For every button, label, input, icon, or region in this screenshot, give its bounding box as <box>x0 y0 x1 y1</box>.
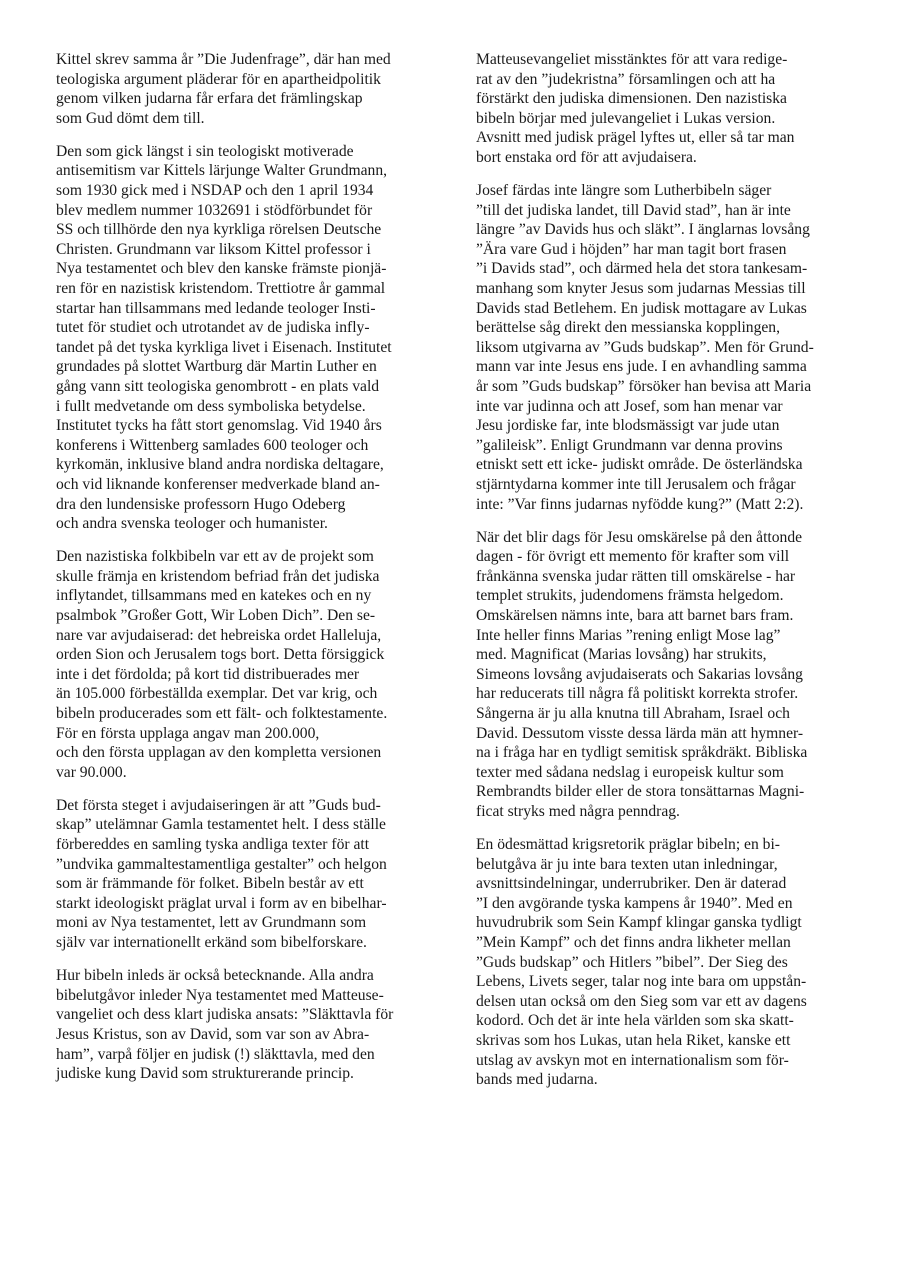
paragraph: När det blir dags för Jesu omskärelse på den åttonde dagen - för övrigt ett memento för krafter som vill frånkänna svenska judar rätten till omskärelse - har templet strukits, judendomens främsta helgedom. Omskärelsen nämns inte, bara att barnet bars fram. Inte heller finns Marias ”rening enligt Mose lag” med. Magnificat (Marias lovsång) har strukits, Simeons lovsång avjudaiserats och Sakarias lovsång har reducerats till några få politiskt korrekta strofer. Sångerna är ju alla knutna till Abraham, Israel och David. Dessutom visste dessa lärda män att hymner- na i fråga har en tydligt semitisk språkdräkt. Bibliska texter med sådana nedslag i europeisk kultur som Rembrandts bilder eller de stora tonsättarnas Magni- ficat stryks med några penndrag. <box>476 528 808 820</box>
paragraph: Josef färdas inte längre som Lutherbibeln säger ”till det judiska landet, till David stad”, han är inte längre ”av Davids hus och släkt”. I änglarnas lovsång ”Ära vare Gud i höjden” har man tagit bort frasen ”i Davids stad”, och därmed hela det stora tankesam- manhang som knyter Jesus som judarnas Messias till Davids stad Betlehem. En judisk mottagare av Lukas berättelse såg direkt den messianska kopplingen, liksom utgivarna av ”Guds budskap”. Men för Grund- mann var inte Jesus ens jude. I en avhandling samma år som ”Guds budskap” försöker han bevisa att Maria inte var judinna och att Josef, som han menar var Jesu jordiske far, inte blodsmässigt var jude utan ”galileisk”. Enligt Grundmann var denna provins etniskt sett ett icke- judiskt område. De österländska stjärntydarna kommer inte till Jerusalem och frågar inte: ”Var finns judarnas nyfödde kung?” (Matt 2:2). <box>476 182 814 513</box>
paragraph: Kittel skrev samma år ”Die Judenfrage”, där han med teologiska argument pläderar för en apartheidpolitik genom vilken judarna får erfara det främlingskap som Gud dömt dem till. <box>56 51 391 127</box>
right-column <box>476 50 854 1103</box>
paragraph: Det första steget i avjudaiseringen är att ”Guds bud- skap” utelämnar Gamla testamentet helt. I dess ställe förbereddes en samling tyska andliga texter för att ”undvika gammaltestamentliga gestalter” och helgon som är främmande för folket. Bibeln består av ett starkt ideologiskt präglat urval i form av en bibelhar- moni av Nya testamentet, lett av Grundmann som själv var internationellt erkänd som bibelforskare. <box>56 796 387 952</box>
paragraph: Matteusevangeliet misstänktes för att vara redige- rat av den ”judekristna” församlingen och att ha förstärkt den judiska dimensionen. Den nazistiska bibeln börjar med julevangeliet i Lukas version. Avsnitt med judisk prägel lyftes ut, eller så tar man bort enstaka ord för att avjudaisera. <box>476 51 795 166</box>
paragraph: Hur bibeln inleds är också betecknande. Alla andra bibelutgåvor inleder Nya testamentet med Matteuse- vangeliet och dess klart judiska ansats: ”Släkttavla för Jesus Kristus, son av David, som var son av Abra- ham”, varpå följer en judisk (!) släkttavla, med den judiske kung David som strukturerande princip. <box>56 967 394 1083</box>
paragraph: Den som gick längst i sin teologiskt motiverade antisemitism var Kittels lärjunge Walter Grundmann, som 1930 gick med i NSDAP och den 1 april 1934 blev medlem nummer 1032691 i stödförbundet för SS och tillhörde den nya kyrkliga rörelsen Deutsche Christen. Grundmann var liksom Kittel professor i Nya testamentet och blev den kanske främste pionjä- ren för en nazistisk kristendom. Trettiotre år gammal startar han tillsammans med ledande teologer Insti- tutet för studiet och utrotandet av de judiska infly- tandet på det tyska kyrkliga livet i Eisenach. Institutet grundades på slottet Wartburg där Martin Luther en gång vann sitt teologiska genombrott - en plats vald i fullt medvetande om dess symboliska betydelse. Institutet tycks ha fått stort genomslag. Vid 1940 års konferens i Wittenberg samlades 600 teologer och kyrkomän, inklusive bland andra nordiska deltagare, och vid liknande konferenser medverkade bland an- dra den lundensiske professorn Hugo Odeberg och andra svenska teologer och humanister. <box>56 142 392 533</box>
paragraph: En ödesmättad krigsretorik präglar bibeln; en bi- belutgåva är ju inte bara texten utan inledningar, avsnittsindelningar, underrubriker. Den är daterad ”I den avgörande tyska kampens år 1940”. Med en huvudrubrik som Sein Kampf klingar ganska tydligt ”Mein Kampf” och det finns andra likheter mellan ”Guds budskap” och Hitlers ”bibel”. Der Sieg des Lebens, Livets seger, talar nog inte bara om uppstån- delsen utan också om den Sieg som var ett av dagens kodord. Och det är inte hela världen som ska skatt- skrivas som hos Lukas, utan hela Riket, kanske ett utslag av avskyn mot en internationalism som för- bands med judarna. <box>476 836 807 1089</box>
left-column <box>56 50 434 1097</box>
paragraph: Den nazistiska folkbibeln var ett av de projekt som skulle främja en kristendom befriad från det judiska inflytandet, tillsammans med en katekes och en ny psalmbok ”Großer Gott, Wir Loben Dich”. Den se- nare var avjudaiserad: det hebreiska ordet Halleluja, orden Sion och Jerusalem togs bort. Detta försiggick inte i det fördolda; på kort tid distribuerades mer än 105.000 förbeställda exemplar. Det var krig, och bibeln producerades som ett fält- och folktestamente. För en första upplaga angav man 200.000, och den första upplagan av den kompletta versionen var 90.000. <box>56 548 388 781</box>
